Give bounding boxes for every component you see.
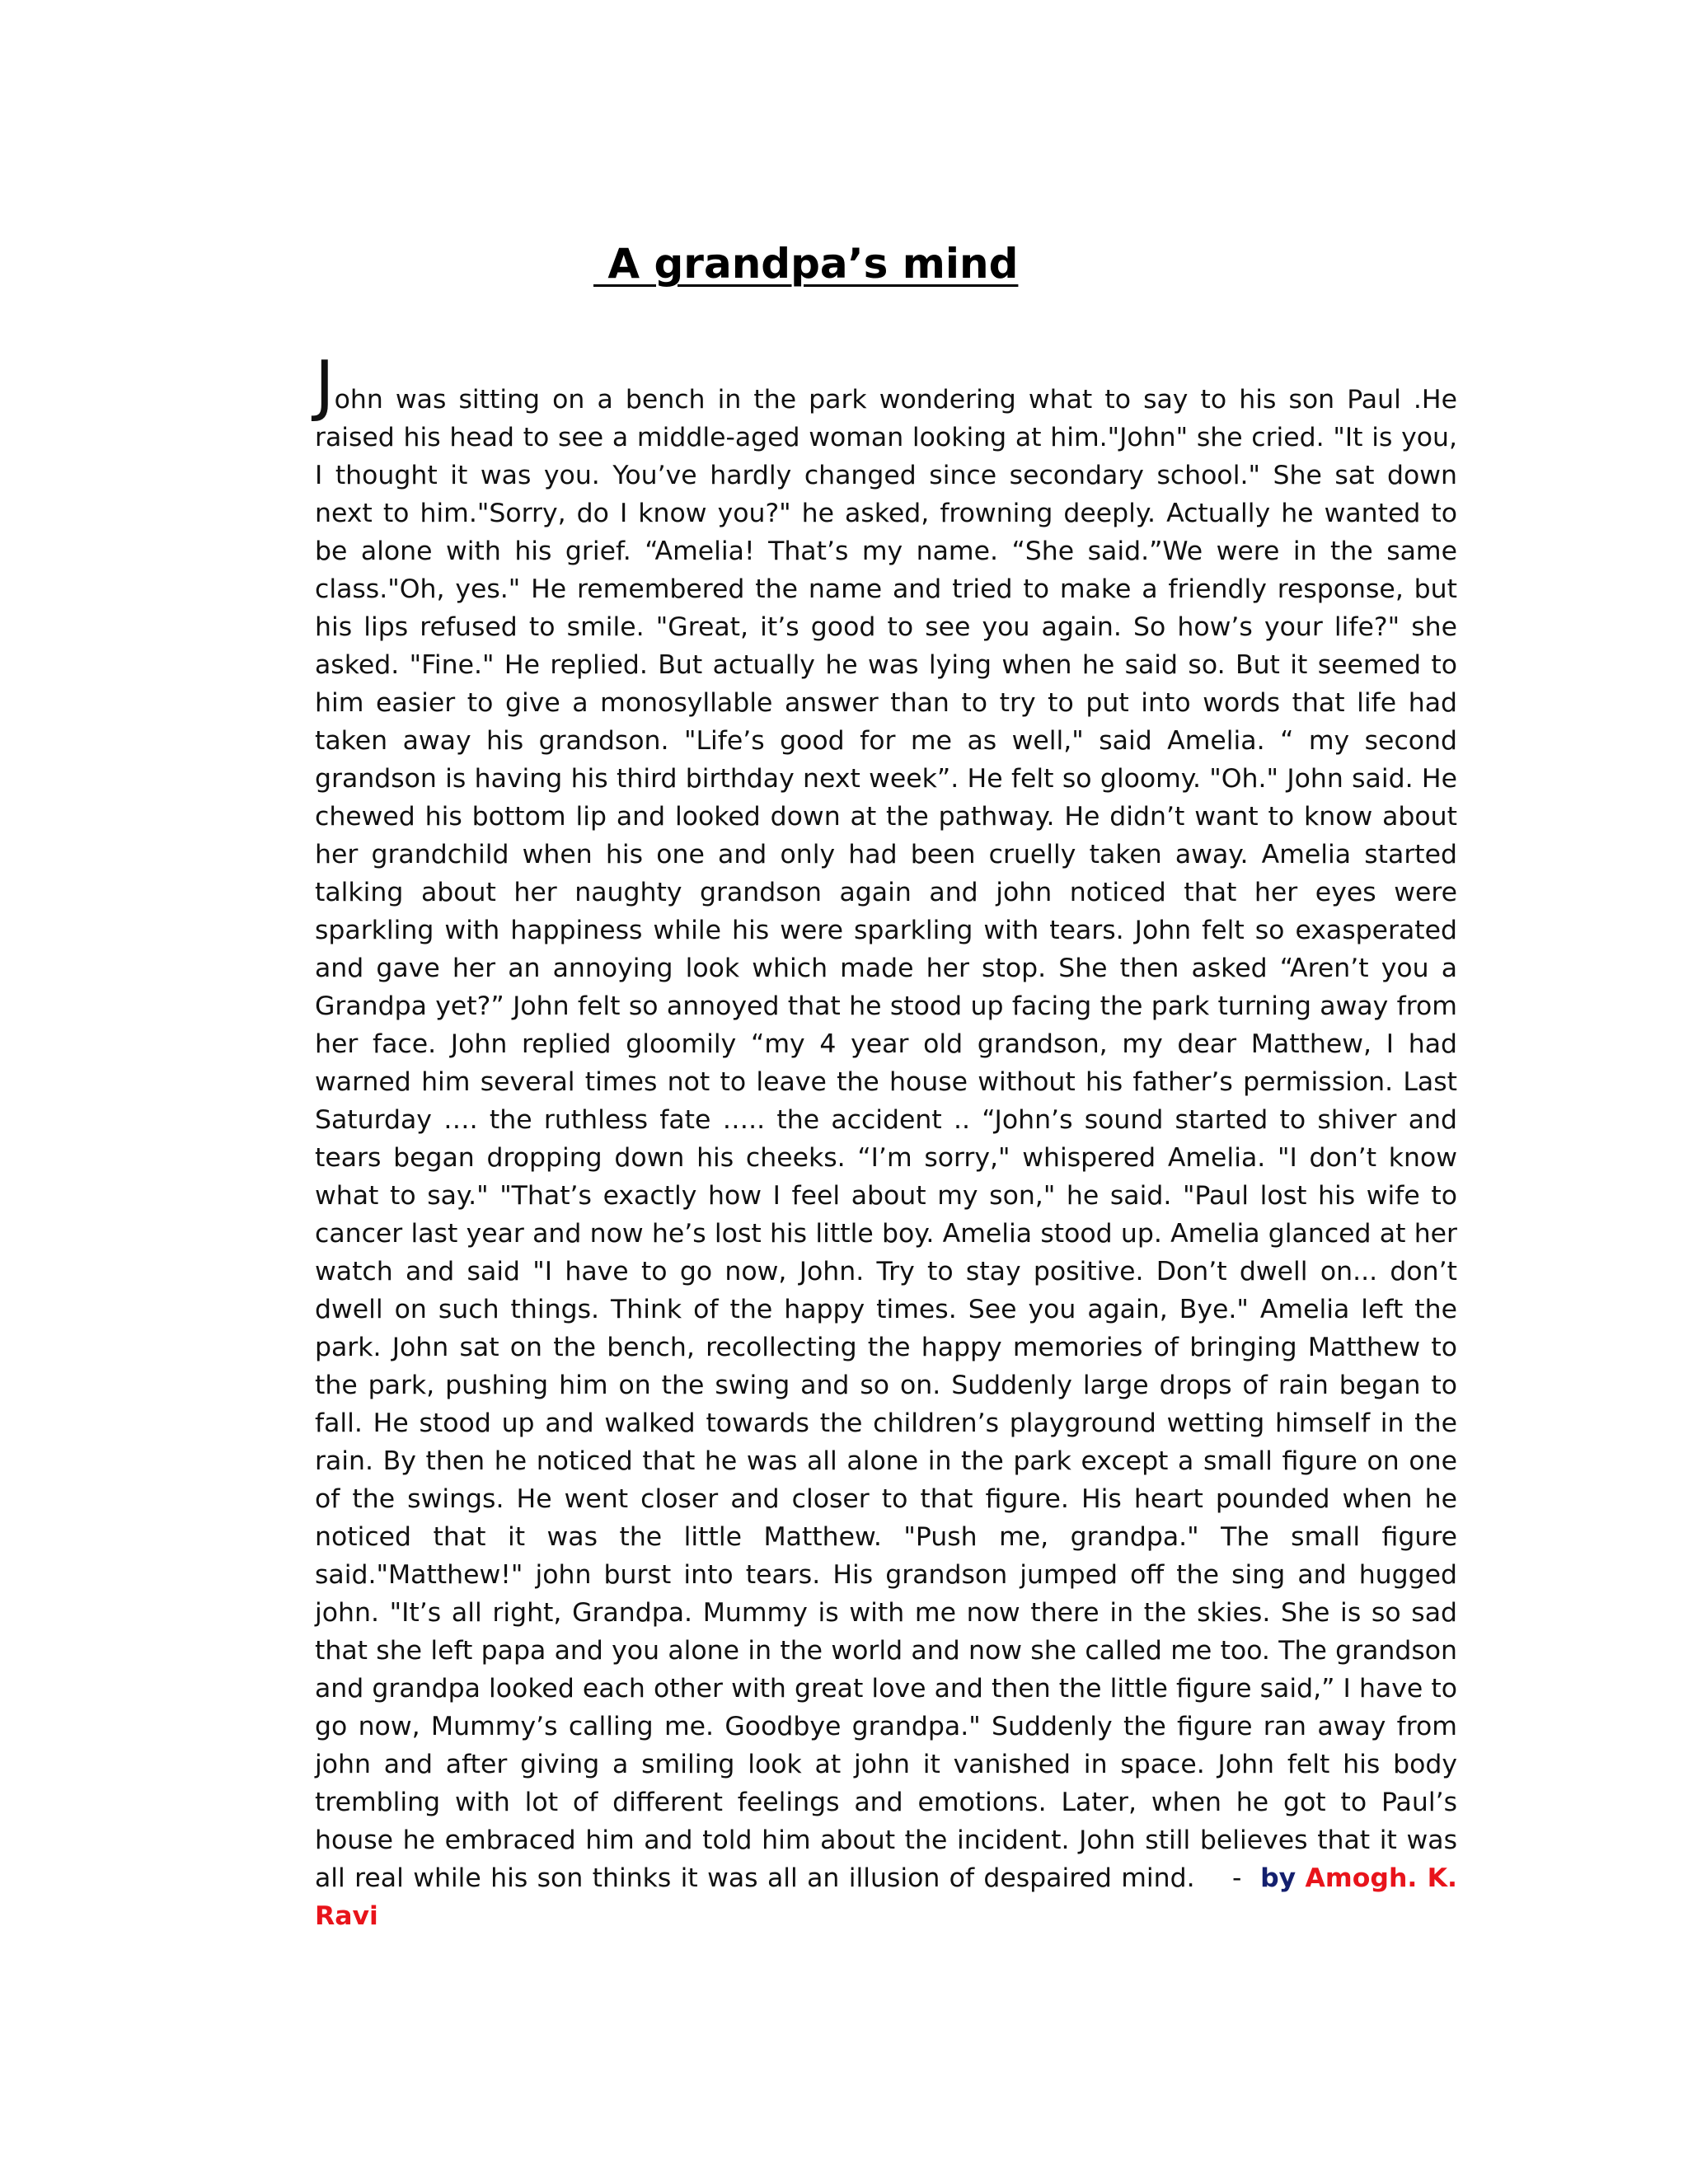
drop-cap: J xyxy=(315,347,335,424)
byline-separator: - xyxy=(1194,1863,1261,1893)
author-name: Amogh. K. Ravi xyxy=(315,1863,1458,1931)
story-text: ohn was sitting on a bench in the park wondering what to say to his son Paul .He raised his head to see a middle-aged woman looking at him."John" she cried. "It is you, I thought it was you. You’ve hardly changed since secondary school." She sat down next to him."Sorry, do I know you?" he asked, frowning deeply. Actually he wanted to be alone with his grief. “Amelia! That’s my name. “She said.”We were in the same class."Oh, yes." He remembered the name and tried to make a friendly response, but his lips refused to smile. "Great, it’s good to see you again. So how’s your life?" she asked. "Fine." He replied. But actually he was lying when he said so. But it seemed to him easier to give a monosyllable answer than to try to put into words that life had taken away his grandson. "Life’s good for me as well," said Amelia. “ my second grandson is having his third birthday next week”. He felt so gloomy. "Oh." John said. He chewed his bottom lip and looked down at the pathway. He didn’t want to know about her grandchild when his one and only had been cruelly taken away. Amelia started talking about her naughty grandson again and john noticed that her eyes were sparkling with happiness while his were sparkling with tears. John felt so exasperated and gave her an annoying look which made her stop. She then asked “Aren’t you a Grandpa yet?” John felt so annoyed that he stood up facing the park turning away from her face. John replied gloomily “my 4 year old grandson, my dear Matthew, I had warned him several times not to leave the house without his father’s permission. Last Saturday …. the ruthless fate ….. the accident .. “John’s sound started to shiver and tears began dropping down his cheeks. “I’m sorry," whispered Amelia. "I don’t know what to say." "That’s exactly how I feel about my son," he said. "Paul lost his wife to cancer last year and now he’s lost his little boy. Amelia stood up. Amelia glanced at her watch and said "I have to go now, John. Try to stay positive. Don’t dwell on... don’t dwell on such things. Think of the happy times. See you again, Bye." Amelia left the park. John sat on the bench, recollecting the happy memories of bringing Matthew to the park, pushing him on the swing and so on. Suddenly large drops of rain began to fall. He stood up and walked towards the children’s playground wetting himself in the rain. By then he noticed that he was all alone in the park except a small figure on one of the swings. He went closer and closer to that figure. His heart pounded when he noticed that it was the little Matthew. "Push me, grandpa." The small figure said."Matthew!" john burst into tears. His grandson jumped off the sing and hugged john. "It’s all right, Grandpa. Mummy is with me now there in the skies. She is so sad that she left papa and you alone in the world and now she called me too. The grandson and grandpa looked each other with great love and then the little figure said,” I have to go now, Mummy’s calling me. Goodbye grandpa." Suddenly the figure ran away from john and after giving a smiling look at john it vanished in space. John felt his body trembling with lot of different feelings and emotions. Later, when he got to Paul’s house he embraced him and told him about the incident. John still believes that it was all real while his son thinks it was all an illusion of despaired mind. xyxy=(315,385,1457,1893)
byline-prefix: by xyxy=(1260,1863,1296,1893)
story-body xyxy=(315,347,1458,1935)
story-title: A grandpa’s mind xyxy=(593,240,1019,288)
